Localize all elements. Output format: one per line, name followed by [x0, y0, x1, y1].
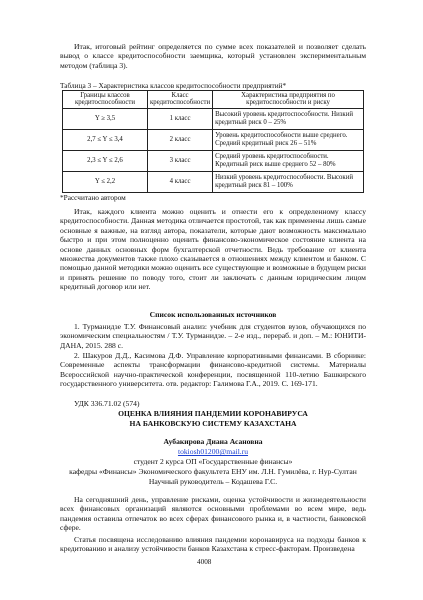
- author-email-link[interactable]: tokiosh01200@mail.ru: [177, 447, 249, 456]
- table-header-cell: Характеристика предприятия по кредитоспособности и риску: [213, 91, 364, 109]
- reference-item: 1. Турманидзе Т.У. Финансовый анализ: учебник для студентов вузов, обучающихся по экономическим специальностям / Т.У. Турманидзе. – 2-е изд., перераб. и доп. – М.: ЮНИТИ-ДАНА, 2015. 288 с.: [60, 322, 366, 350]
- table-row: [63, 150, 364, 171]
- references-heading: Список использованных источников: [149, 310, 277, 319]
- intro-paragraph: Итак, итоговый рейтинг определяется по сумме всех показателей и позволяет сделать вывод о классе кредитоспособности заемщика, который установлен экспериментальным методом (таблица 3).: [60, 42, 366, 70]
- table-caption: Таблица 3 – Характеристика классов кредитоспособности предприятий*: [60, 81, 287, 90]
- article-title-line1: ОЦЕНКА ВЛИЯНИЯ ПАНДЕМИИ КОРОНАВИРУСА: [118, 409, 308, 418]
- table-cell-bound: Y ≥ 3,5: [63, 108, 148, 129]
- table-cell-class: 1 класс: [148, 108, 213, 129]
- table-cell-desc: Низкий уровень кредитоспособности. Высокий кредитный риск 81 – 100%: [213, 171, 364, 192]
- table-cell-class: 2 класс: [148, 129, 213, 150]
- article-paragraph-1: На сегодняшний день, управление рисками, оценка устойчивости и жизнедеятельности всех финансовых организаций являются основными проблемами во всем мире, ведь пандемия оставила отпечаток во всех сферах финансового рынка и, в частности, банковской сфере.: [60, 495, 366, 533]
- credit-class-table: [62, 90, 364, 193]
- page-number: 4008: [197, 558, 212, 566]
- table-row: [63, 108, 364, 129]
- table-header-row: [63, 91, 364, 109]
- udk-code: УДК 336.71.02 (574): [74, 399, 140, 408]
- table-cell-desc: Высокий уровень кредитоспособности. Низкий кредитный риск 0 – 25%: [213, 108, 364, 129]
- table-footnote: *Рассчитано автором: [60, 193, 126, 202]
- table-cell-bound: 2,7 ≤ Y ≤ 3,4: [63, 129, 148, 150]
- article-paragraph-2: Статья посвящена исследованию влияния пандемии коронавируса на подходы банков к кредитованию и анализу устойчивости банков Казахстана к стресс-факторам. Произведена: [60, 535, 366, 554]
- author-name: Аубакирова Диана Асановна: [163, 437, 263, 446]
- author-email-row: [60, 447, 366, 456]
- paragraph-methodology: Итак, каждого клиента можно оценить и отнести его к определенному классу кредитоспособности. Данная методика отличается простотой, так как применены лишь самые основные я важные, на взгляд автора, показатели, которые дают возможность максимально быстро и при этом полноценно оценить финансово-экономическое состояние клиента на основе данных основных форм бухгалтерской отчетности. Ведь требование от клиента множества документов также плохо сказывается в отношениях между клиентом и банком. С помощью данной методики можно оценить все существующие и возможные в будущем риски и принять решение по поводу того, стоит ли заключать с данным юридическим лицом кредитный договор или нет.: [60, 207, 366, 292]
- table-cell-bound: 2,3 ≤ Y ≤ 2,6: [63, 150, 148, 171]
- article-title-line2: НА БАНКОВСКУЮ СИСТЕМУ КАЗАХСТАНА: [129, 419, 297, 428]
- table-cell-desc: Уровень кредитоспособности выше среднего. Средний кредитный риск 26 – 51%: [213, 129, 364, 150]
- reference-item: 2. Шакуров Д.Д., Касимова Д.Ф. Управление корпоративными финансами. В сборнике: Современные аспекты трансформации финансово-кредитной системы. Материалы Всероссийской научно-практической конференции, посвященной 110-летию Башкирского государственного университета. отв. редактор: Галимова Г.А., 2019. С. 169-171.: [60, 351, 366, 389]
- table-cell-bound: Y ≤ 2,2: [63, 171, 148, 192]
- author-affiliation-2: кафедры «Финансы» Экономического факультета ЕНУ им. Л.Н. Гумилёва, г. Нур-Султан: [69, 467, 357, 476]
- table-cell-class: 4 класс: [148, 171, 213, 192]
- table-row: [63, 171, 364, 192]
- table-header-cell: Класс кредитоспособности: [148, 91, 213, 109]
- table-header-cell: Границы классов кредитоспособности: [63, 91, 148, 109]
- author-affiliation-1: студент 2 курса ОП «Государственные финансы»: [133, 457, 293, 466]
- table-cell-desc: Средний уровень кредитоспособности. Кредитный риск выше среднего 52 – 80%: [213, 150, 364, 171]
- table-cell-class: 3 класс: [148, 150, 213, 171]
- scientific-advisor: Научный руководитель – Кодашева Г.С.: [148, 477, 278, 486]
- table-row: [63, 129, 364, 150]
